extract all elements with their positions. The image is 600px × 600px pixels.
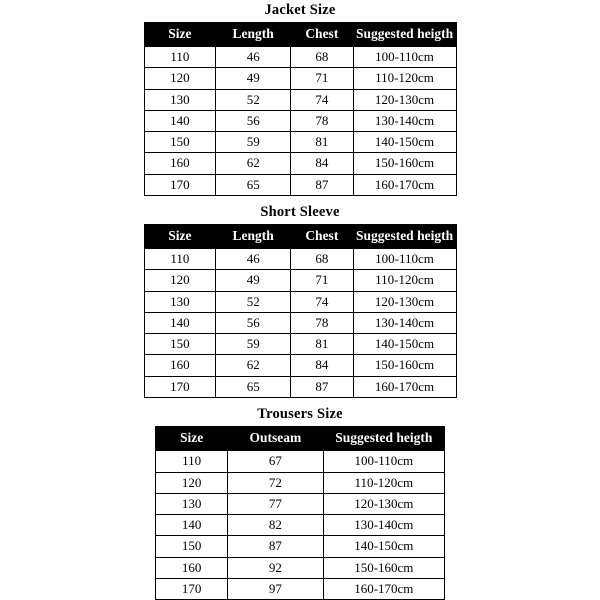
cell-chest: 74 (291, 291, 353, 312)
table-row (156, 578, 445, 599)
cell-outseam: 92 (228, 557, 323, 578)
column-header-suggested-height: Suggested heigth (353, 225, 456, 249)
cell-chest: 78 (291, 312, 353, 333)
table-row (144, 312, 456, 333)
trousers-table-body (156, 451, 445, 600)
cell-suggested-height: 110-120cm (323, 472, 444, 493)
jacket-size-table (144, 22, 457, 196)
cell-length: 49 (216, 270, 291, 291)
column-header-chest: Chest (291, 225, 353, 249)
column-header-length: Length (216, 23, 291, 47)
table-row (144, 47, 456, 68)
cell-chest: 87 (291, 376, 353, 397)
cell-length: 65 (216, 376, 291, 397)
cell-chest: 68 (291, 47, 353, 68)
table-header-row (144, 225, 456, 249)
cell-size: 110 (144, 47, 216, 68)
table-row (156, 493, 445, 514)
cell-suggested-height: 130-140cm (323, 515, 444, 536)
cell-length: 59 (216, 132, 291, 153)
table-row (144, 270, 456, 291)
cell-size: 120 (156, 472, 228, 493)
cell-chest: 71 (291, 270, 353, 291)
cell-suggested-height: 150-160cm (353, 355, 456, 376)
cell-size: 110 (156, 451, 228, 472)
cell-length: 52 (216, 291, 291, 312)
cell-outseam: 67 (228, 451, 323, 472)
cell-length: 65 (216, 174, 291, 195)
jacket-table-body (144, 47, 456, 196)
cell-suggested-height: 120-130cm (353, 291, 456, 312)
cell-outseam: 72 (228, 472, 323, 493)
cell-length: 56 (216, 110, 291, 131)
cell-size: 140 (156, 515, 228, 536)
cell-size: 160 (144, 153, 216, 174)
cell-outseam: 87 (228, 536, 323, 557)
short-sleeve-block (144, 205, 457, 398)
table-header-row (156, 427, 445, 451)
column-header-size: Size (144, 23, 216, 47)
short-sleeve-table (144, 224, 457, 398)
cell-suggested-height: 150-160cm (323, 557, 444, 578)
column-header-outseam: Outseam (228, 427, 323, 451)
cell-suggested-height: 140-150cm (353, 132, 456, 153)
cell-suggested-height: 150-160cm (353, 153, 456, 174)
table-row (156, 515, 445, 536)
short-sleeve-table-header (144, 225, 456, 249)
cell-size: 130 (144, 89, 216, 110)
cell-size: 170 (156, 578, 228, 599)
table-row (144, 153, 456, 174)
cell-suggested-height: 160-170cm (353, 376, 456, 397)
cell-size: 140 (144, 312, 216, 333)
cell-size: 110 (144, 249, 216, 270)
cell-size: 150 (144, 132, 216, 153)
trousers-table-header (156, 427, 445, 451)
table-header-row (144, 23, 456, 47)
table-row (156, 536, 445, 557)
cell-size: 150 (156, 536, 228, 557)
cell-chest: 74 (291, 89, 353, 110)
trousers-size-block (155, 407, 445, 600)
table-row (156, 451, 445, 472)
cell-suggested-height: 130-140cm (353, 312, 456, 333)
table-row (144, 249, 456, 270)
cell-suggested-height: 100-110cm (353, 47, 456, 68)
column-header-suggested-height: Suggested heigth (323, 427, 444, 451)
cell-suggested-height: 130-140cm (353, 110, 456, 131)
cell-suggested-height: 140-150cm (323, 536, 444, 557)
table-row (156, 557, 445, 578)
cell-size: 130 (156, 493, 228, 514)
trousers-size-table (155, 426, 445, 600)
cell-length: 59 (216, 334, 291, 355)
cell-size: 170 (144, 174, 216, 195)
cell-chest: 84 (291, 355, 353, 376)
cell-chest: 87 (291, 174, 353, 195)
table-row (144, 68, 456, 89)
table-row (144, 355, 456, 376)
column-header-length: Length (216, 225, 291, 249)
table-row (144, 291, 456, 312)
table-row (144, 89, 456, 110)
cell-suggested-height: 110-120cm (353, 270, 456, 291)
cell-suggested-height: 120-130cm (353, 89, 456, 110)
table-row (144, 174, 456, 195)
table-row (144, 376, 456, 397)
cell-outseam: 97 (228, 578, 323, 599)
cell-size: 170 (144, 376, 216, 397)
jacket-size-title: Jacket Size (264, 1, 336, 18)
cell-length: 46 (216, 47, 291, 68)
cell-chest: 84 (291, 153, 353, 174)
cell-outseam: 82 (228, 515, 323, 536)
cell-length: 62 (216, 153, 291, 174)
cell-suggested-height: 100-110cm (353, 249, 456, 270)
cell-size: 140 (144, 110, 216, 131)
table-row (144, 334, 456, 355)
cell-size: 120 (144, 68, 216, 89)
table-row (156, 472, 445, 493)
cell-chest: 81 (291, 334, 353, 355)
cell-size: 130 (144, 291, 216, 312)
column-header-suggested-height: Suggested heigth (353, 23, 456, 47)
cell-suggested-height: 100-110cm (323, 451, 444, 472)
trousers-size-title: Trousers Size (257, 405, 343, 422)
cell-chest: 71 (291, 68, 353, 89)
short-sleeve-title: Short Sleeve (260, 203, 340, 220)
column-header-size: Size (144, 225, 216, 249)
cell-chest: 81 (291, 132, 353, 153)
cell-length: 49 (216, 68, 291, 89)
table-row (144, 132, 456, 153)
cell-length: 62 (216, 355, 291, 376)
column-header-chest: Chest (291, 23, 353, 47)
jacket-table-header (144, 23, 456, 47)
cell-size: 160 (144, 355, 216, 376)
cell-size: 150 (144, 334, 216, 355)
cell-suggested-height: 160-170cm (353, 174, 456, 195)
cell-outseam: 77 (228, 493, 323, 514)
cell-suggested-height: 110-120cm (353, 68, 456, 89)
cell-size: 120 (144, 270, 216, 291)
table-row (144, 110, 456, 131)
cell-chest: 78 (291, 110, 353, 131)
cell-length: 56 (216, 312, 291, 333)
cell-suggested-height: 140-150cm (353, 334, 456, 355)
cell-length: 46 (216, 249, 291, 270)
cell-length: 52 (216, 89, 291, 110)
cell-suggested-height: 160-170cm (323, 578, 444, 599)
cell-suggested-height: 120-130cm (323, 493, 444, 514)
jacket-size-block (144, 3, 457, 196)
cell-chest: 68 (291, 249, 353, 270)
column-header-size: Size (156, 427, 228, 451)
short-sleeve-table-body (144, 249, 456, 398)
cell-size: 160 (156, 557, 228, 578)
